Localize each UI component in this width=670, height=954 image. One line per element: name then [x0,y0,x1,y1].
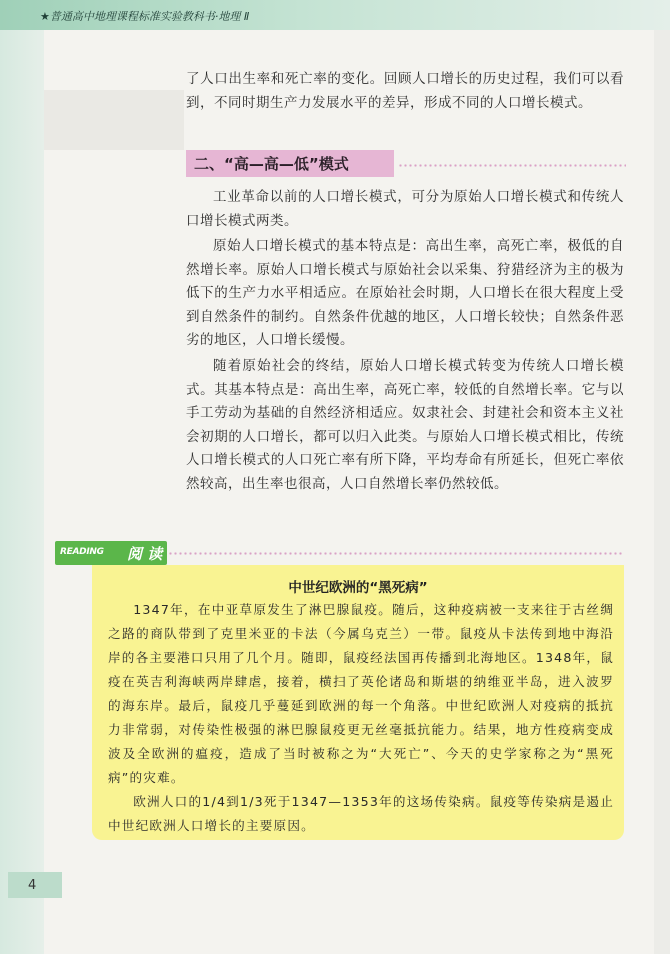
intro-paragraph: 了人口出生率和死亡率的变化。回顾人口增长的历史过程，我们可以看到，不同时期生产力发展水平的差异，形成不同的人口增长模式。 [186,71,624,111]
page-number: 4 [28,878,37,893]
reading-title: 中世纪欧洲的“黑死病” [288,580,428,596]
body-paragraph: 随着原始社会的终结，原始人口增长模式转变为传统人口增长模式。其基本特点是：高出生率，高死亡率，较低的自然增长率。它与以手工劳动为基础的自然经济相适应。奴隶社会、封建社会和资本主义社会初期的人口增长，都可以归入此类。与原始人口增长模式相比，传统人口增长模式的人口死亡率有所下降，平均寿命有所延长，但死亡率依然较高，出生率也很高，人口自然增长率仍然较低。 [186,358,624,492]
reading-paragraph: 1347年，在中亚草原发生了淋巴腺鼠疫。随后，这种疫病被一支来往于古丝绸之路的商队带到了克里米亚的卡法（今属乌克兰）一带。鼠疫从卡法传到地中海沿岸的各主要港口只用了几个月。随即，鼠疫经法国再传播到北海地区。1348年，鼠疫在英吉利海峡两岸肆虐，接着，横扫了英伦诸岛和斯堪的纳维亚半岛，进入波罗的海东岸。最后，鼠疫几乎蔓延到欧洲的每一个角落。中世纪欧洲人对疫病的抵抗力非常弱，对传染性极强的淋巴腺鼠疫更无丝毫抵抗能力。结果，地方性疫病变成波及全欧洲的瘟疫，造成了当时被称之为“大死亡”、今天的史学家称之为“黑死病”的灾难。 [108,602,614,785]
bleed-through-shadow [44,90,184,150]
reading-paragraph: 欧洲人口的1/4到1/3死于1347—1353年的这场传染病。鼠疫等传染病是遏止中世纪欧洲人口增长的主要原因。 [108,794,614,833]
running-header: ★普通高中地理课程标准实验教科书·地理 Ⅱ [40,10,250,23]
body-paragraph: 工业革命以前的人口增长模式，可分为原始人口增长模式和传统人口增长模式两类。 [186,189,624,229]
reading-tag-english: READING [60,547,104,557]
reading-tag-chinese: 阅 读 [127,545,163,563]
section-heading: 二、“高—高—低”模式 [194,155,349,173]
reading-tag [55,541,167,565]
body-paragraph: 原始人口增长模式的基本特点是：高出生率，高死亡率，极低的自然增长率。原始人口增长模式与原始社会以采集、狩猎经济为主的极为低下的生产力水平相适应。在原始社会时期，人口增长在很大程度上受到自然条件的制约。自然条件优越的地区，人口增长较快；自然条件恶劣的地区，人口增长缓慢。 [186,238,624,349]
heading-dotted-rule [398,164,626,167]
reading-dotted-rule [168,552,624,555]
left-margin-band [0,0,44,954]
